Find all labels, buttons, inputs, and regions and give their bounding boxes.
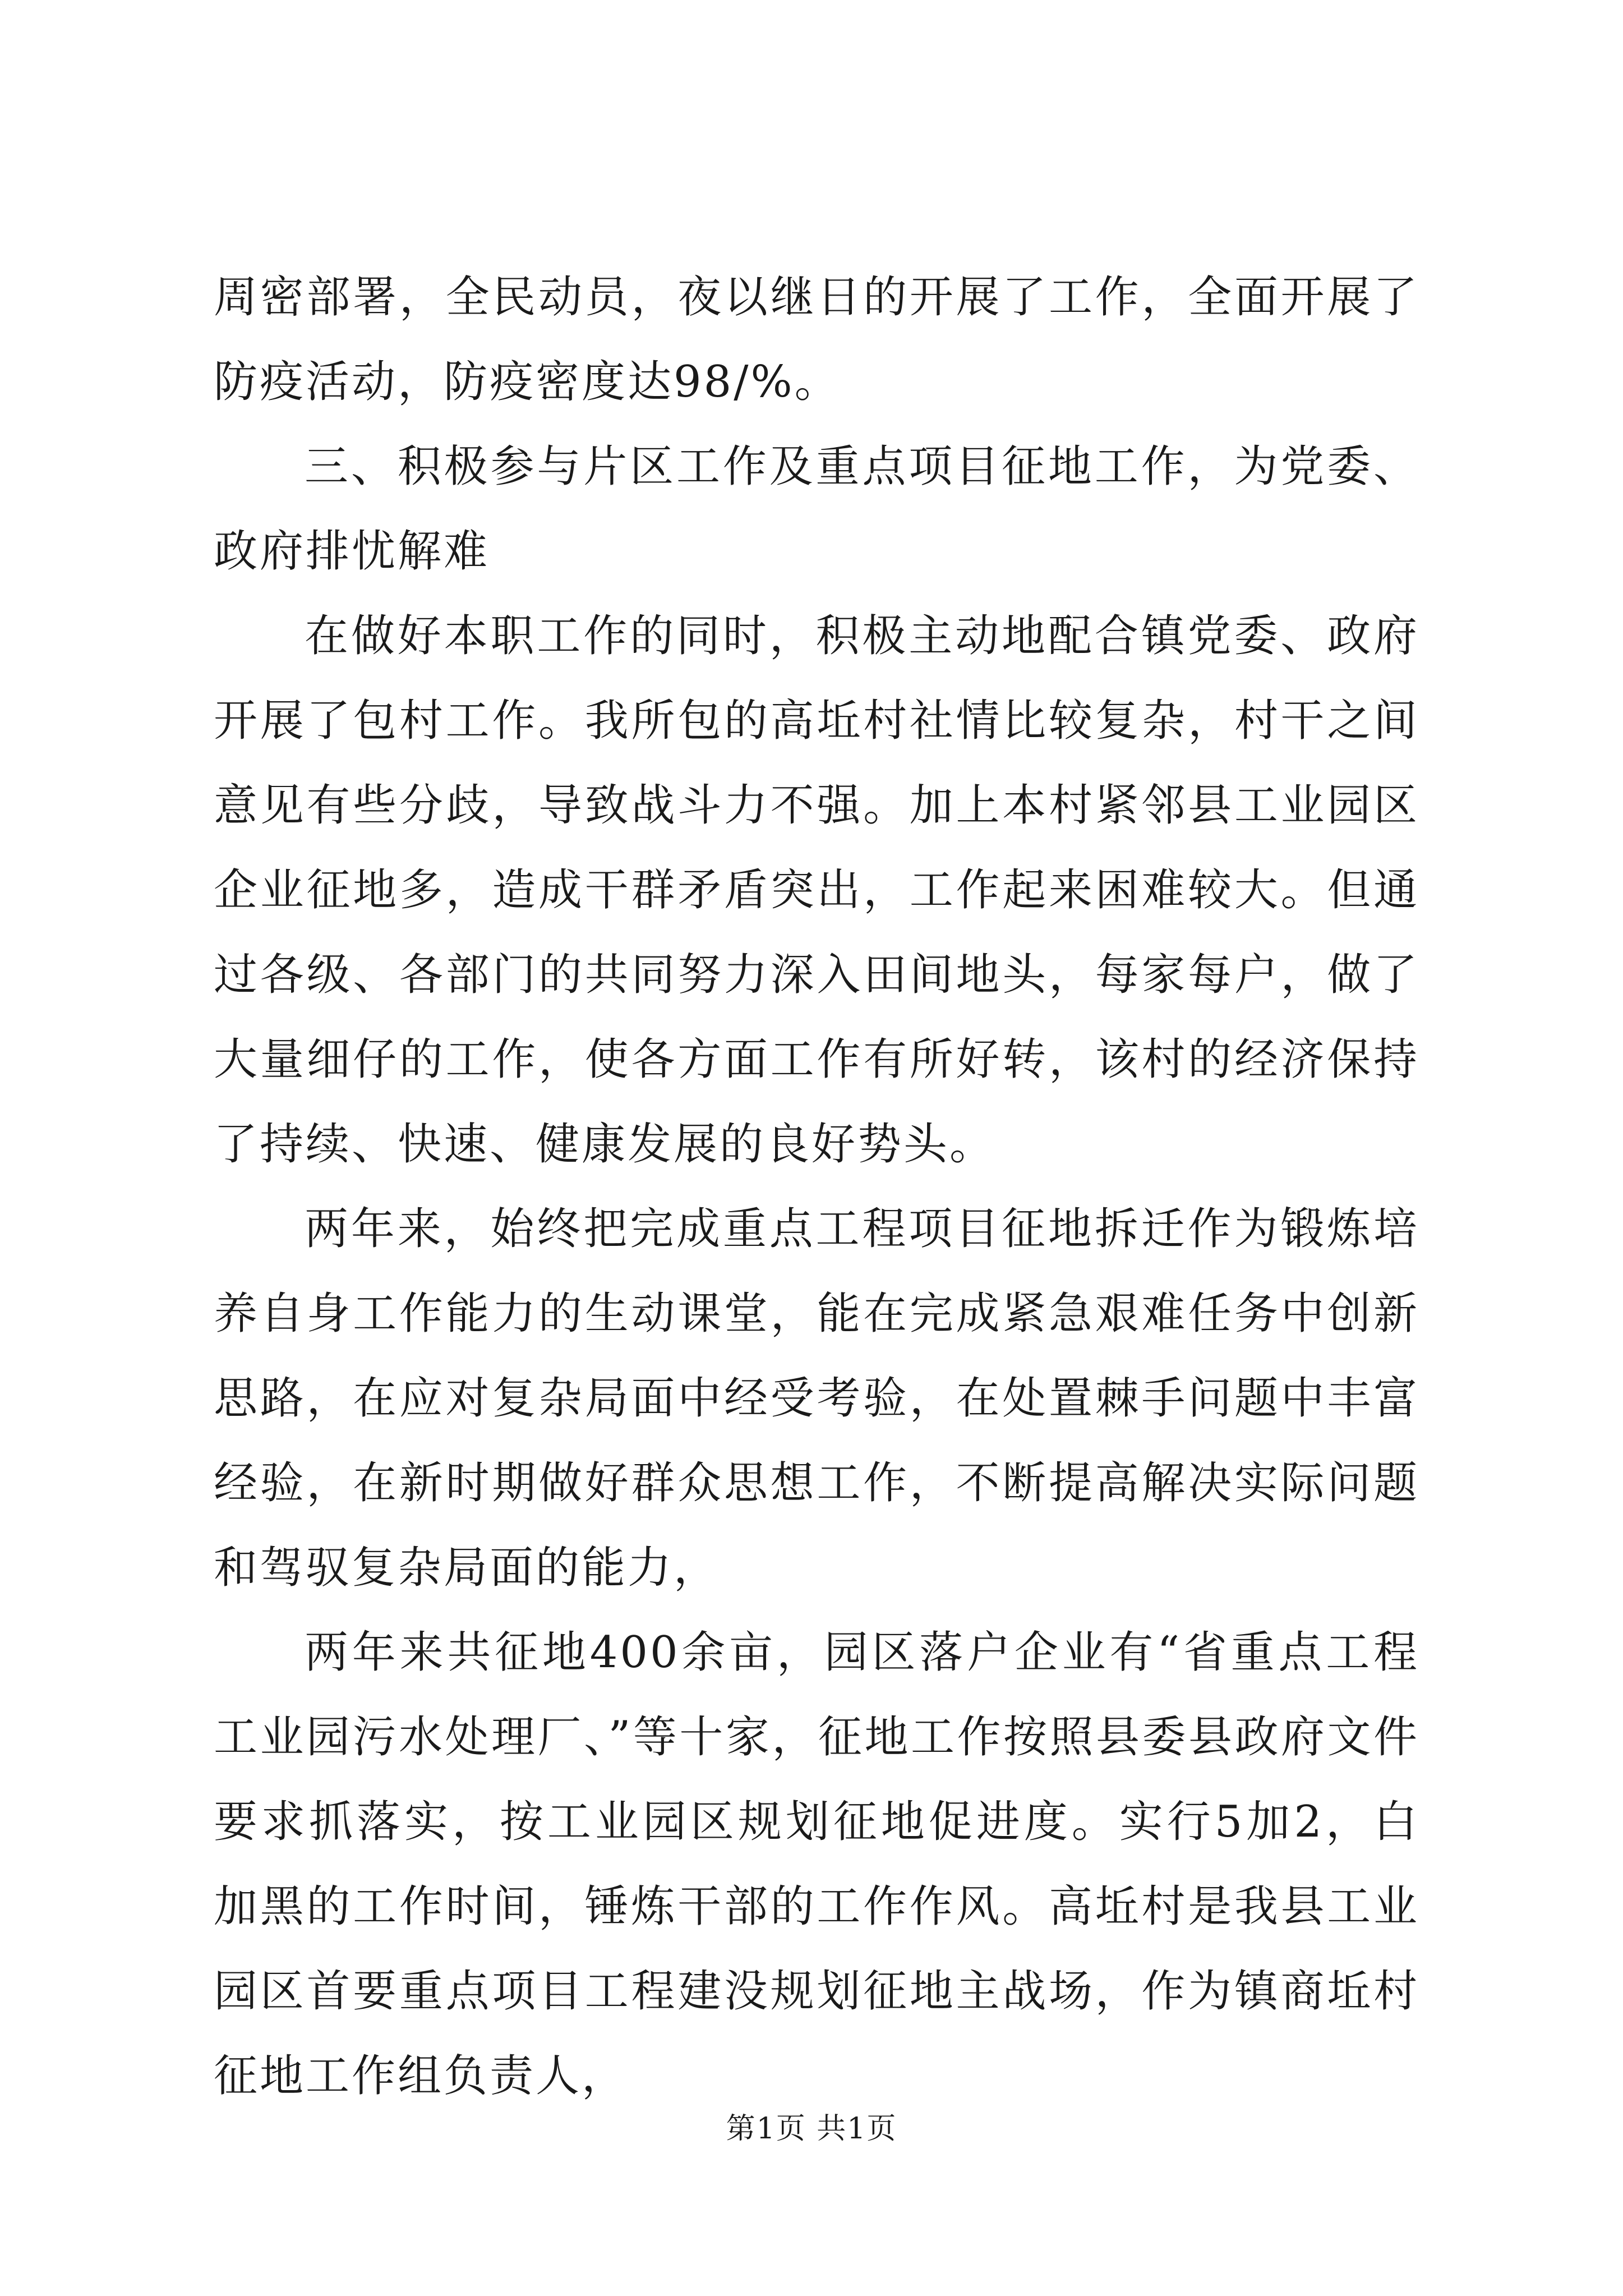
paragraph-4: 两年来，始终把完成重点工程项目征地拆迁作为锻炼培养自身工作能力的生动课堂，能在完成紧急艰难任务中创新思路，在应对复杂局面中经受考验，在处置棘手问题中丰富经验，在新时期做好群众思想工作，不断提高解决实际问题和驾驭复杂局面的能力，	[214, 1204, 1419, 1593]
paragraph-3: 在做好本职工作的同时，积极主动地配合镇党委、政府开展了包村工作。我所包的高坵村社情比较复杂，村干之间意见有些分歧，导致战斗力不强。加上本村紧邻县工业园区企业征地多，造成干群矛盾突出，工作起来困难较大。但通过各级、各部门的共同努力深入田间地头，每家每户，做了大量细仔的工作，使各方面工作有所好转，该村的经济保持了持续、快速、健康发展的良好势头。	[214, 611, 1419, 1170]
paragraph-5: 两年来共征地400余亩，园区落户企业有“省重点工程工业园污水处理厂、”等十家，征地工作按照县委县政府文件要求抓落实，按工业园区规划征地促进度。实行5加2，白加黑的工作时间，锤炼干部的工作作风。高坵村是我县工业园区首要重点项目工程建没规划征地主战场，作为镇商坵村征地工作组负责人，	[214, 1627, 1419, 2101]
paragraph-2-section-heading: 三、积极参与片区工作及重点项目征地工作，为党委、政府排忧解难	[214, 441, 1419, 577]
paragraph-1: 周密部署，全民动员，夜以继日的开展了工作，全面开展了防疫活动，防疫密度达98/%。	[214, 272, 1419, 407]
document-body	[214, 255, 1419, 2119]
page-footer: 第1页 共1页	[726, 2112, 897, 2146]
